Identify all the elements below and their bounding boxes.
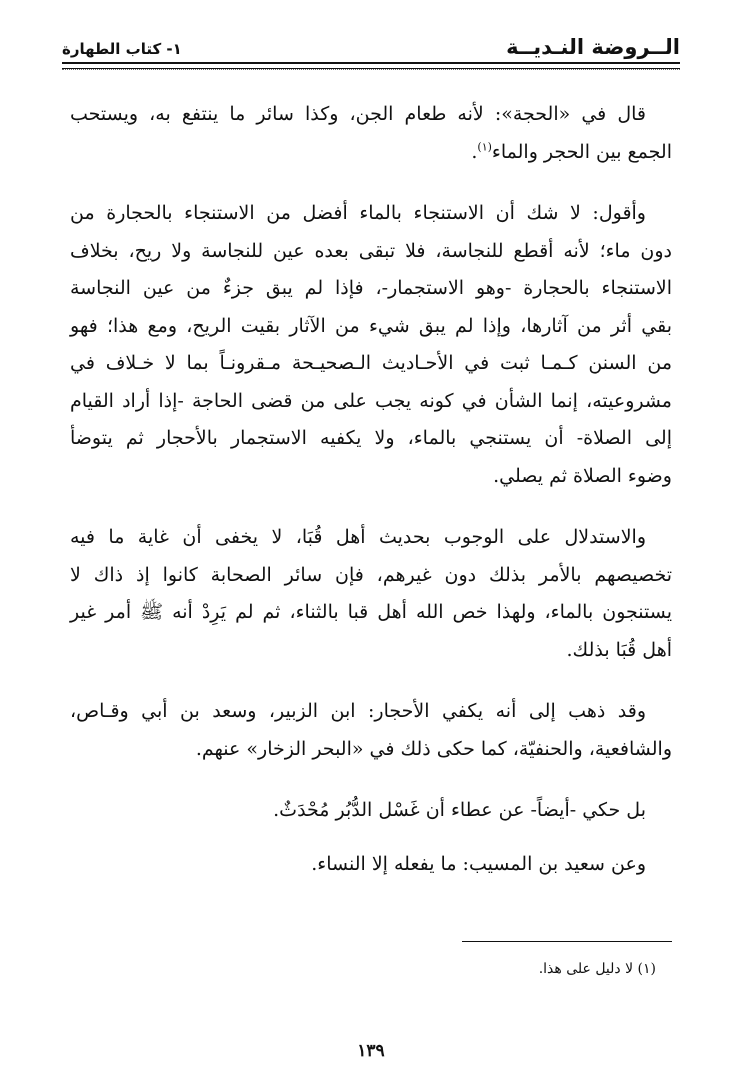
text-line: والشافعية، والحنفيّة، كما حكى ذلك في «البحر الزخار» عنهم. — [195, 737, 672, 760]
body-text — [70, 96, 672, 899]
paragraph-2 — [70, 195, 672, 495]
page-header — [62, 26, 680, 62]
text-line: وضوء الصلاة ثم يصلي. — [493, 464, 672, 487]
text-line: الاستنجاء بالحجارة -وهو الاستجمار-، فإذا لم يبق جزءٌ من عين النجاسة — [70, 277, 672, 299]
text-line: وأقول: لا شك أن الاستنجاء بالماء أفضل من الاستنجاء بالحجارة من — [70, 202, 646, 224]
page-number: ١٣٩ — [357, 1041, 385, 1061]
header-rule — [62, 62, 680, 69]
single-line-2: وعن سعيد بن المسيب: ما يفعله إلا النساء. — [311, 852, 646, 875]
header-dotted-rule — [62, 69, 680, 70]
text-line: الجمع بين الحجر والماء$^{(١)}$. — [471, 140, 672, 163]
footnote-reference[interactable]: (١) — [477, 140, 492, 154]
text-span: الجمع بين الحجر والماء — [491, 140, 672, 163]
text-line: قال في «الحجة»: لأنه طعام الجن، وكذا سائر ما ينتفع به، ويستحب — [70, 103, 646, 125]
text-line: وقد ذهب إلى أنه يكفي الأحجار: ابن الزبير، وسعد بن أبي وقـاص، — [70, 700, 646, 722]
text-line: يستنجون بالماء، ولهذا خص الله أهل قبا بالثناء، ثم لم يَرِدْ أنه ﷺ أمر غير — [70, 601, 672, 623]
paragraph-4 — [70, 693, 672, 768]
footnote-separator — [462, 941, 672, 942]
text-line: بقي أثر من آثارها، وإذا لم يبق شيء من الآثار بقيت الريح، ومع هذا؛ فهو — [70, 314, 672, 337]
text-line: والاستدلال على الوجوب بحديث أهل قُبَا، لا يخفى أن غاية ما فيه — [70, 526, 646, 548]
text-line: أهل قُبَا بذلك. — [566, 638, 672, 661]
paragraph-1 — [70, 96, 672, 171]
chapter-title: ١- كتاب الطهارة — [62, 40, 182, 58]
single-line-1: بل حكي -أيضاً- عن عطاء أن غَسْل الدُّبُر مُحْدَثٌ. — [273, 799, 646, 821]
text-line: إلى الصلاة- أن يستنجي بالماء، ولا يكفيه الاستجمار بالأحجار ثم يتوضأ — [70, 427, 672, 449]
text-line: من السنن كـمـا ثبت في الأحـاديث الـصحيـحة مـقرونـاً بما لا خـلاف في — [70, 352, 672, 374]
footnote: (١) لا دليل على هذا. — [538, 961, 656, 977]
text-line: مشروعيته، إنما الشأن في كونه يجب على من قضى الحاجة -إذا أراد القيام — [70, 389, 672, 412]
paragraph-3 — [70, 519, 672, 669]
book-title: الــروضة النـديــة — [506, 35, 680, 59]
text-line: تخصيصهم بالأمر بذلك دون غيرهم، فإن سائر الصحابة كانوا إذ ذاك لا — [70, 563, 672, 586]
text-line: دون ماء؛ لأنه أقطع للنجاسة، فلا تبقى بعده عين للنجاسة ولا ريح، بخلاف — [70, 239, 672, 262]
